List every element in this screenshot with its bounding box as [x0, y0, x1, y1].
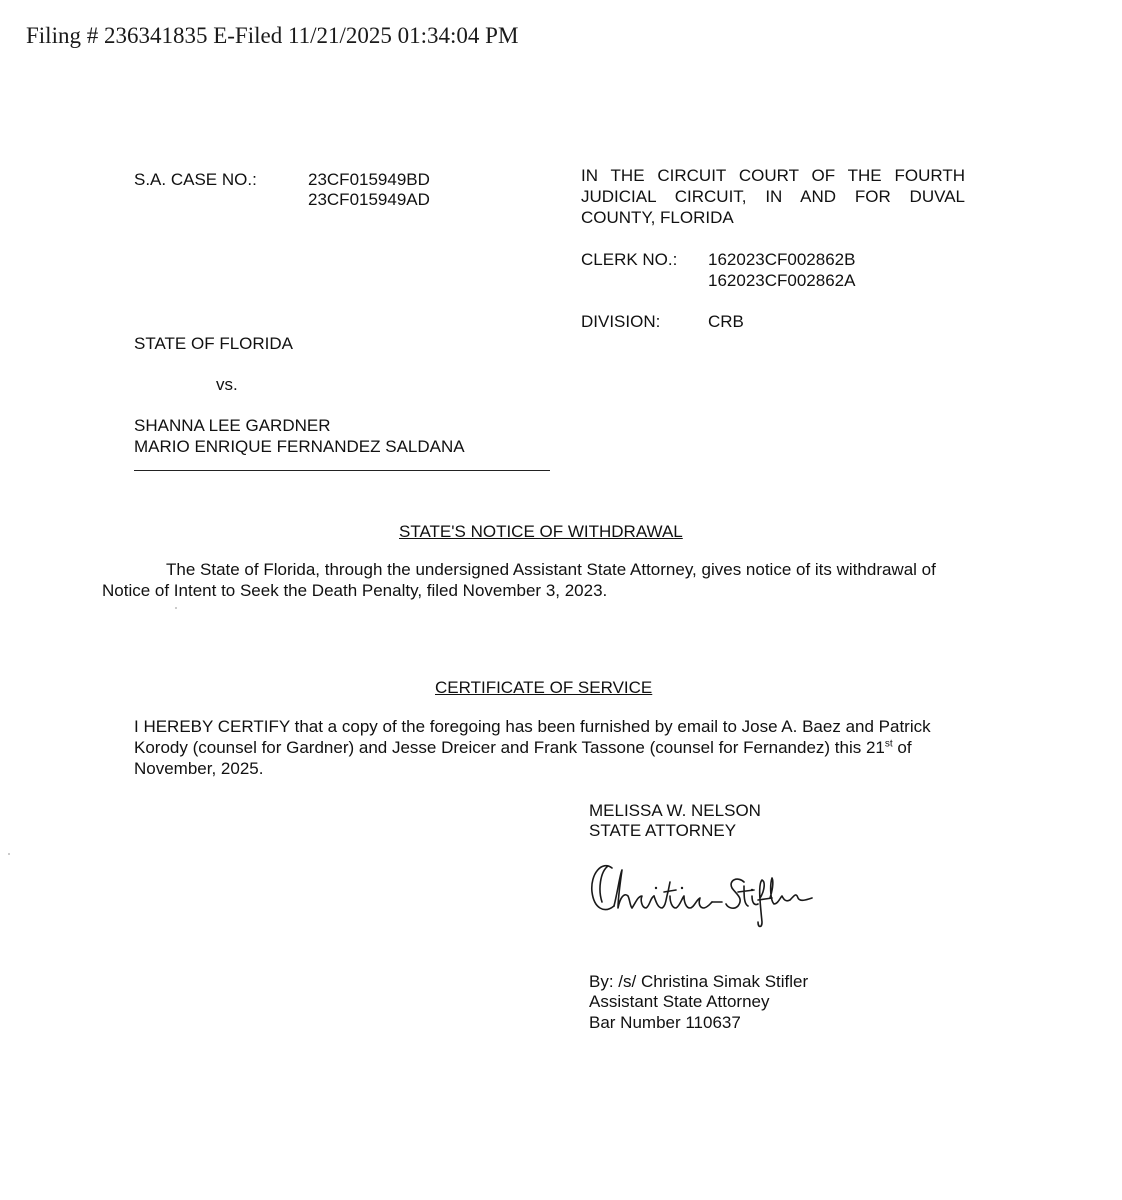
division-label: DIVISION:: [581, 312, 661, 331]
sa-case-label: S.A. CASE NO.:: [134, 170, 257, 189]
court-heading: IN THE CIRCUIT COURT OF THE FOURTH JUDICIAL CIRCUIT, IN AND FOR DUVAL COUNTY, FLORIDA: [581, 166, 965, 227]
notice-body: [102, 559, 982, 601]
sa-case-number-1: 23CF015949BD: [308, 170, 430, 189]
state-attorney-name: MELISSA W. NELSON: [589, 801, 761, 820]
bar-number: Bar Number 110637: [589, 1013, 741, 1032]
defendant-1: SHANNA LEE GARDNER: [134, 416, 331, 435]
scan-speck: [175, 607, 177, 609]
versus: vs.: [216, 375, 238, 394]
certificate-ordinal: st: [884, 738, 893, 750]
caption-divider: [134, 470, 550, 471]
notice-body-text: The State of Florida, through the undersigned Assistant State Attorney, gives notice of its withdrawal of Notice of Intent to Seek the Death Penalty, filed November 3, 2023.: [102, 560, 936, 600]
division-value: CRB: [708, 312, 744, 331]
handwritten-signature: [584, 852, 824, 932]
signer-role: Assistant State Attorney: [589, 992, 770, 1011]
plaintiff: STATE OF FLORIDA: [134, 334, 293, 353]
scan-speck: [8, 853, 10, 855]
certificate-body: [134, 716, 974, 779]
defendant-2: MARIO ENRIQUE FERNANDEZ SALDANA: [134, 437, 465, 456]
filing-stamp: Filing # 236341835 E-Filed 11/21/2025 01:34:04 PM: [26, 23, 519, 48]
clerk-number-1: 162023CF002862B: [708, 250, 856, 269]
sa-case-number-2: 23CF015949AD: [308, 190, 430, 209]
clerk-label: CLERK NO.:: [581, 250, 678, 269]
clerk-number-2: 162023CF002862A: [708, 271, 856, 290]
state-attorney-title: STATE ATTORNEY: [589, 821, 737, 840]
notice-title: STATE'S NOTICE OF WITHDRAWAL: [399, 522, 683, 541]
certificate-title: CERTIFICATE OF SERVICE: [435, 678, 653, 697]
certificate-body-end: of November, 2025.: [134, 738, 912, 778]
certificate-body-main: I HEREBY CERTIFY that a copy of the foregoing has been furnished by email to Jose A. Baez and Patrick Korody (counsel for Gardner) and Jesse Dreicer and Frank Tassone (counsel for Fernandez) this 21: [134, 717, 931, 757]
signed-by-line: By: /s/ Christina Simak Stifler: [589, 972, 809, 991]
